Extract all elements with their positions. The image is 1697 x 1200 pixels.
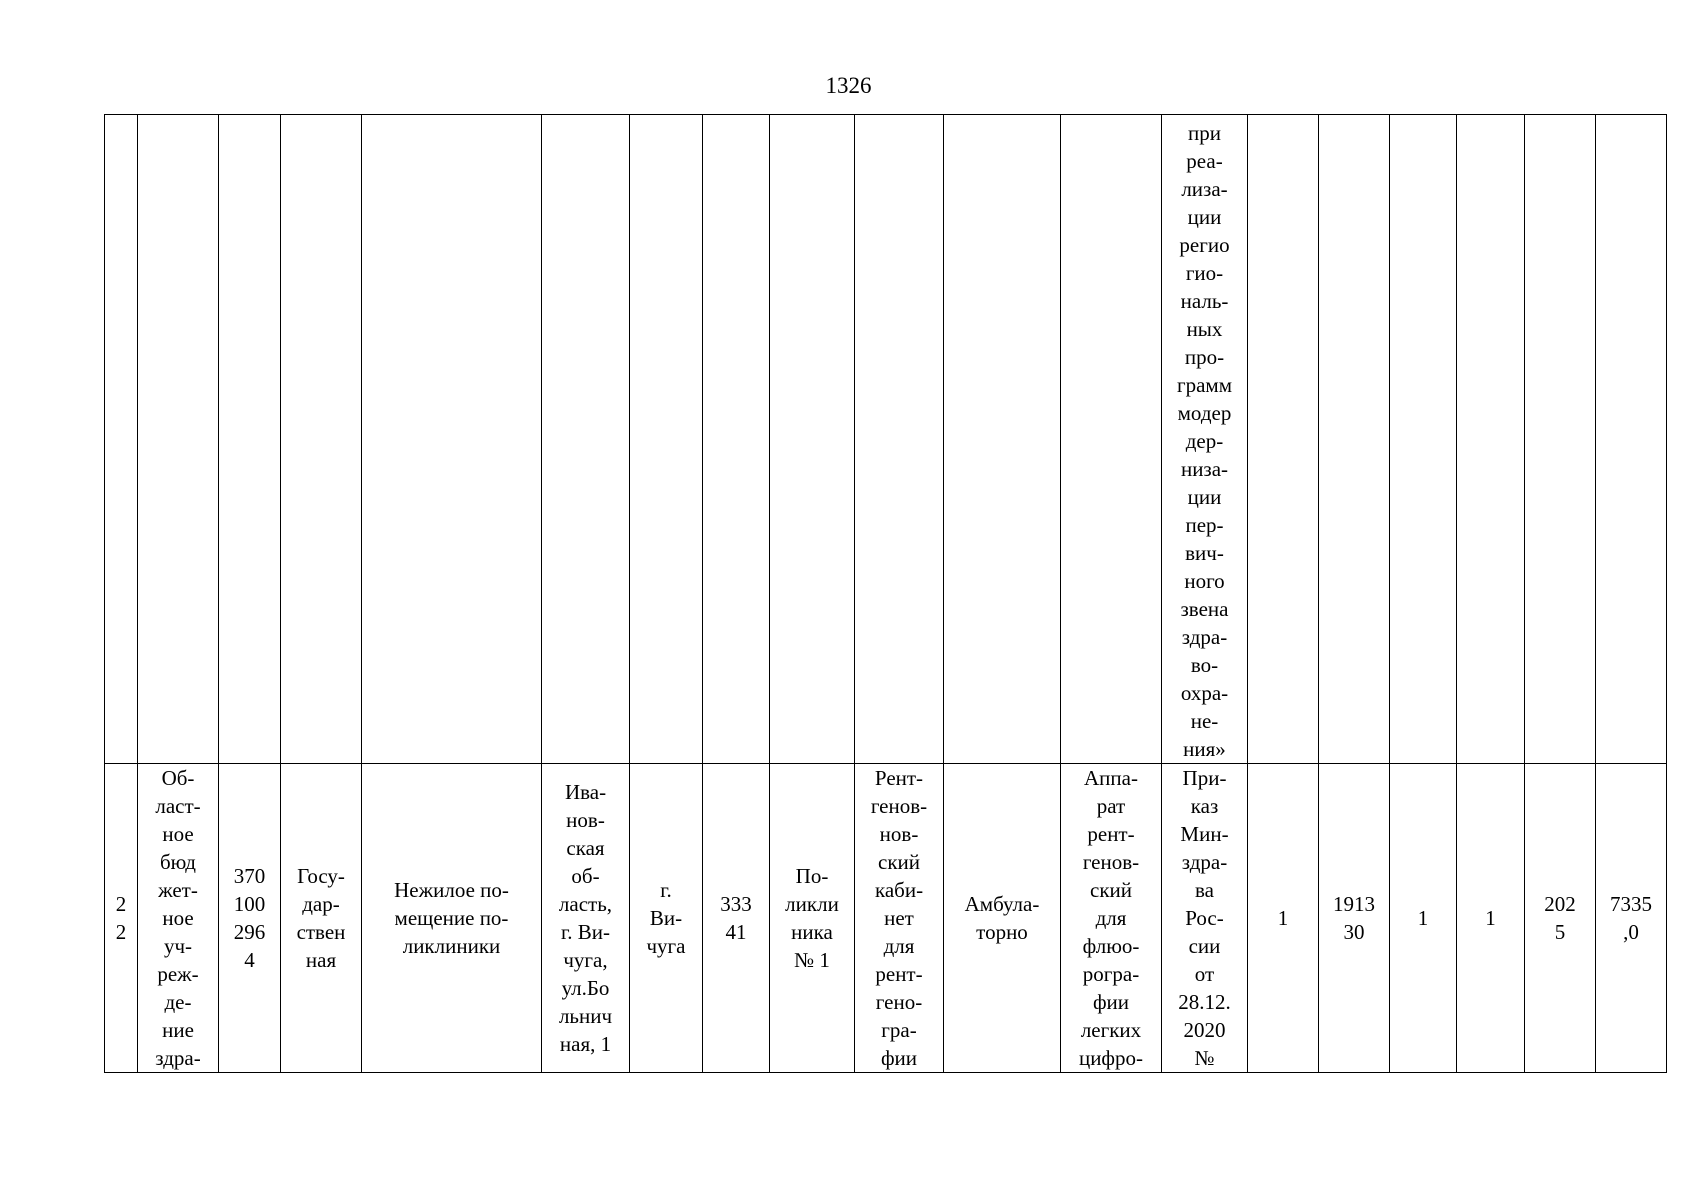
cell-basis-continued xyxy=(1162,115,1248,764)
cell-text: 202 5 xyxy=(1544,892,1576,944)
cell-empty xyxy=(219,115,281,764)
cell-empty xyxy=(630,115,703,764)
cell-care-conditions xyxy=(944,764,1061,1073)
cell-empty xyxy=(281,115,362,764)
cell-text: Нежилое по- мещение по- ликлиники xyxy=(394,878,509,958)
cell-text: г. Ви- чуга xyxy=(646,878,686,958)
cell-empty xyxy=(770,115,855,764)
cell-text: 1 xyxy=(1417,906,1429,930)
cell-amount xyxy=(1596,764,1667,1073)
cell-text: Рент- генов- нов- ский каби- нет для рент- гено- гра- фии xyxy=(870,766,928,1070)
equipment-table xyxy=(104,114,1667,1073)
cell-empty xyxy=(1061,115,1162,764)
cell-empty xyxy=(1525,115,1596,764)
cell-empty xyxy=(1319,115,1390,764)
cell-row-number xyxy=(105,764,138,1073)
cell-empty xyxy=(362,115,542,764)
cell-year xyxy=(1525,764,1596,1073)
cell-empty xyxy=(703,115,770,764)
cell-text: По- ликли ника № 1 xyxy=(785,864,839,972)
cell-subdivision xyxy=(770,764,855,1073)
table-row xyxy=(105,764,1667,1073)
cell-equipment xyxy=(1061,764,1162,1073)
cell-city xyxy=(630,764,703,1073)
cell-text: 370 100 296 4 xyxy=(233,864,266,972)
cell-empty xyxy=(1596,115,1667,764)
page-number: 1326 xyxy=(825,73,872,98)
cell-inn xyxy=(219,764,281,1073)
cell-text: Об- ласт- ное бюд жет- ное уч- реж- де- ние здра- xyxy=(155,766,201,1070)
cell-text: 1 xyxy=(1277,906,1289,930)
cell-empty xyxy=(1457,115,1525,764)
cell-institution xyxy=(138,764,219,1073)
cell-text: Ива- нов- ская об- ласть, г. Ви- чуга, ул.Бо льнич ная, 1 xyxy=(558,780,613,1056)
cell-text: 7335 ,0 xyxy=(1610,892,1652,944)
cell-empty xyxy=(944,115,1061,764)
cell-text: при реа- лиза- ции регио гио- наль- ных про- грамм модер дер- низа- ции пер- вич- ного звена здра- во- охра- не- ния» xyxy=(1176,121,1232,761)
cell-empty xyxy=(855,115,944,764)
cell-empty xyxy=(138,115,219,764)
cell-address xyxy=(542,764,630,1073)
cell-count-b xyxy=(1457,764,1525,1073)
cell-ownership xyxy=(281,764,362,1073)
cell-empty xyxy=(105,115,138,764)
cell-empty xyxy=(542,115,630,764)
cell-empty xyxy=(1248,115,1319,764)
cell-text: При- каз Мин- здра- ва Рос- сии от 28.12. 2020 № xyxy=(1178,766,1231,1070)
cell-premises xyxy=(362,764,542,1073)
cell-text: 1 xyxy=(1485,906,1496,930)
cell-text: Аппа- рат рент- генов- ский для флюо- рогра- фии легких цифро- xyxy=(1078,766,1144,1070)
cell-text: 1913 30 xyxy=(1333,892,1375,944)
cell-code xyxy=(1319,764,1390,1073)
cell-text: Амбула- торно xyxy=(964,892,1040,944)
cell-basis xyxy=(1162,764,1248,1073)
cell-text: 333 41 xyxy=(720,892,752,944)
cell-cabinet xyxy=(855,764,944,1073)
table-row xyxy=(105,115,1667,764)
cell-text: 2 2 xyxy=(115,892,127,944)
cell-count-a xyxy=(1390,764,1457,1073)
cell-quantity xyxy=(1248,764,1319,1073)
cell-empty xyxy=(1390,115,1457,764)
cell-text: Госу- дар- ствен ная xyxy=(296,864,346,972)
cell-population xyxy=(703,764,770,1073)
